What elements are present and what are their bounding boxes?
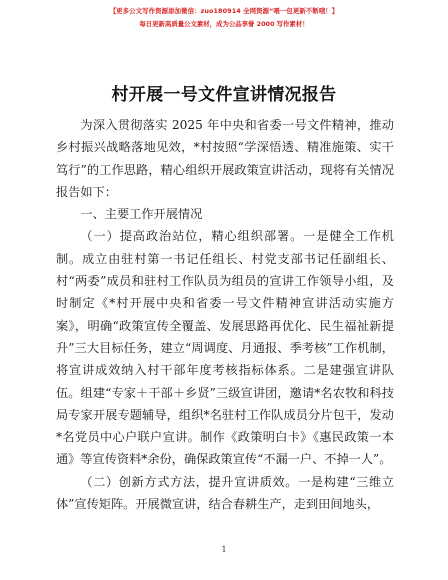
intro-paragraph: 为深入贯彻落实 2025 年中央和省委一号文件精神，推动乡村振兴战略落地见效，*村按照“学深悟透、精准施策、实干笃行”的工作思路，精心组织开展政策宣讲活动，现将有关情况报告如下： xyxy=(56,118,394,199)
promo-banner xyxy=(0,7,448,28)
section-heading: 一、主要工作开展情况 xyxy=(80,207,203,222)
document-title: 村开展一号文件宣讲情况报告 xyxy=(111,85,337,105)
body-paragraph: （二）创新方式方法，提升宣讲质效。一是构建“三维立体”宣传矩阵。开展微宣讲，结合春耕生产，走到田间地头， xyxy=(56,474,394,512)
promo-banner-line-1: 【更多公文写作资源添加微信：zuo180914 全网资源“喂一包更新不断哦！】 xyxy=(109,7,339,15)
promo-banner-line-2: 每日更新高质量公文素材，成为公品享誉 2000 写作素材！ xyxy=(139,20,309,28)
document-body xyxy=(56,114,394,515)
page-number: 1 xyxy=(221,545,227,554)
body-paragraph: （一）提高政治站位，精心组织部署。一是健全工作机制。成立由驻村第一书记任组长、村党支部书记任副组长、村“两委”成员和驻村工作队员为组员的宣讲工作领导小组，及时制定《*村开展中央和省委一号文件精神宣讲活动实施方案》，明确“政策宣传全覆盖、发展思路再优化、民生福祉新提升”三大目标任务，建立“周调度、月通报、季考核”工作机制，将宣讲成效纳入村干部年度考核指标体系。二是建强宣讲队伍。组建“专家＋干部＋乡贤”三级宣讲团，邀请*名农牧和科技局专家开展专题辅导，组织*名驻村工作队成员分片包干，发动*名党员中心户联户宣讲。制作《政策明白卡》《惠民政策一本通》等宣传资料*余份，确保政策宣传“不漏一户、不掉一人”。 xyxy=(56,229,394,467)
